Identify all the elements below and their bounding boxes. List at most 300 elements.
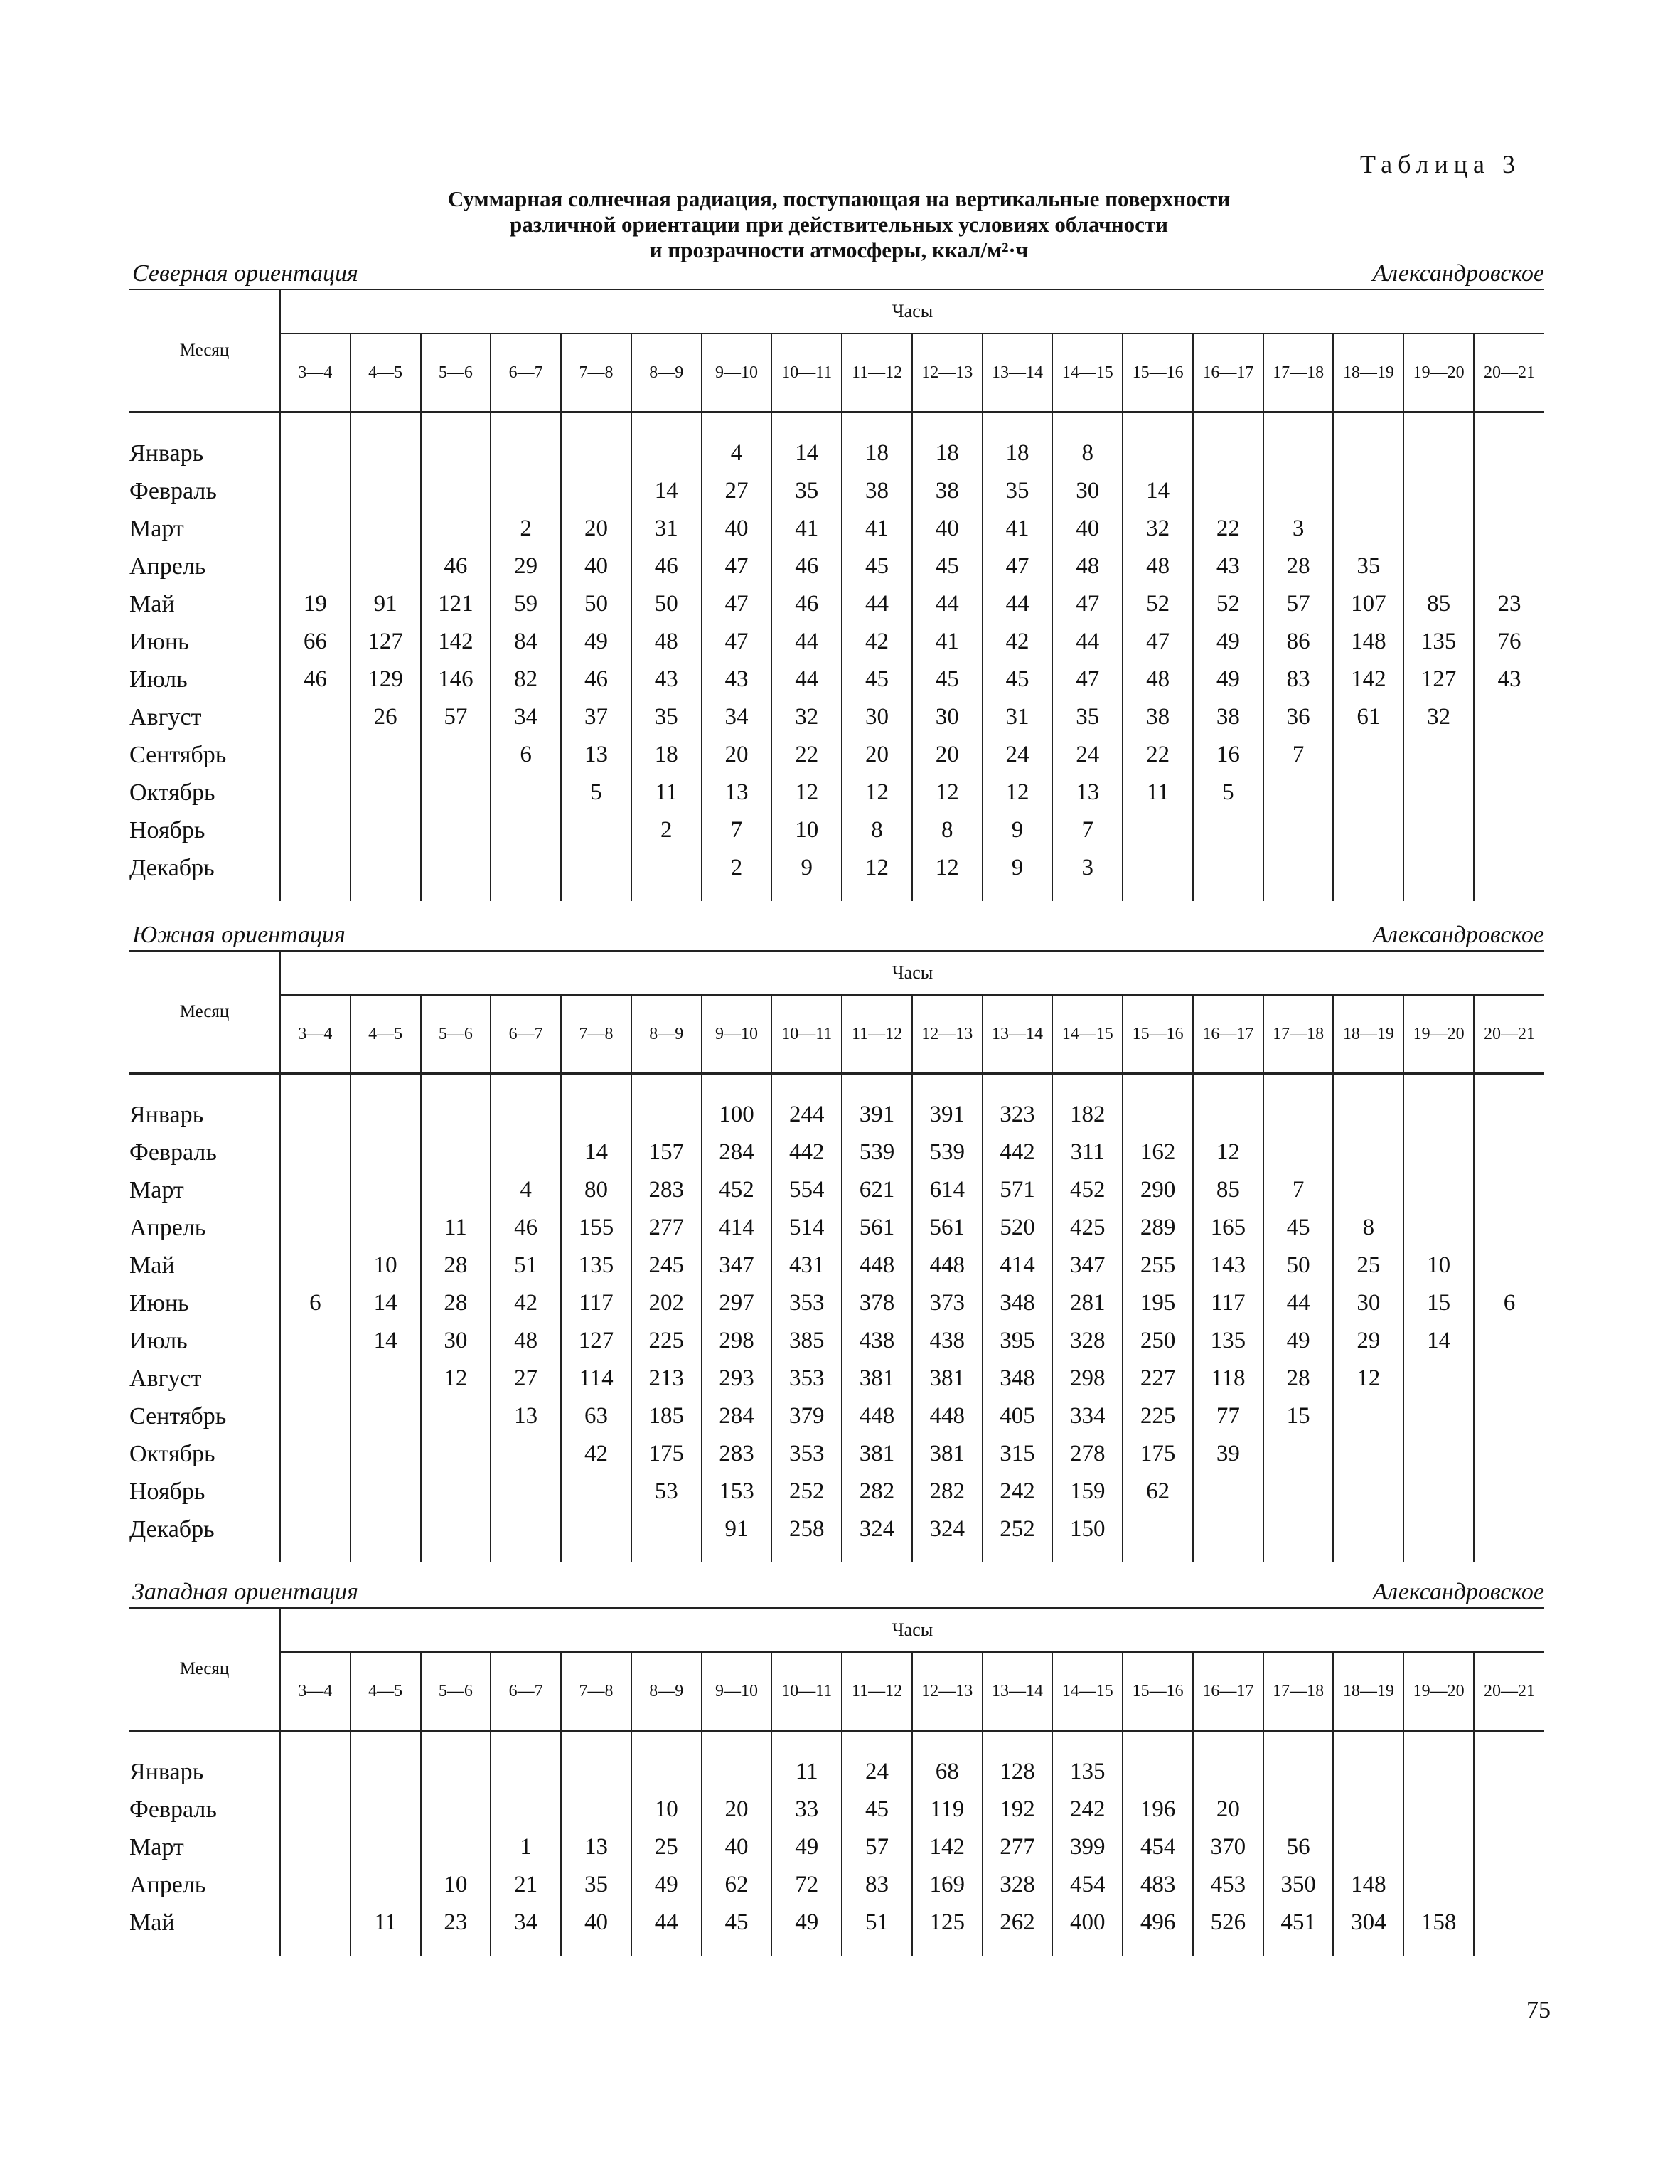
value-cell: 66 xyxy=(280,623,351,661)
value-cell: 32 xyxy=(771,698,842,736)
value-cell xyxy=(1333,1731,1403,1791)
value-cell: 6 xyxy=(280,1284,351,1322)
value-cell: 15 xyxy=(1403,1284,1474,1322)
value-cell: 44 xyxy=(771,661,842,698)
value-cell: 48 xyxy=(1123,548,1193,585)
value-cell: 182 xyxy=(1052,1074,1123,1134)
value-cell xyxy=(631,412,702,473)
value-cell xyxy=(280,1511,351,1562)
value-cell: 2 xyxy=(491,510,561,548)
value-cell: 44 xyxy=(631,1904,702,1956)
value-cell: 76 xyxy=(1474,623,1544,661)
value-cell: 10 xyxy=(351,1247,421,1284)
value-cell: 148 xyxy=(1333,1866,1403,1904)
value-cell: 9 xyxy=(983,811,1053,849)
value-cell: 554 xyxy=(771,1171,842,1209)
table-row xyxy=(129,1435,1544,1473)
value-cell: 442 xyxy=(771,1134,842,1171)
value-cell: 23 xyxy=(1474,585,1544,623)
value-cell xyxy=(561,1511,631,1562)
value-cell xyxy=(491,811,561,849)
value-cell: 45 xyxy=(912,548,983,585)
hour-column-header: 3—4 xyxy=(280,995,351,1074)
hour-column-header: 11—12 xyxy=(842,995,912,1074)
value-cell: 42 xyxy=(842,623,912,661)
value-cell: 159 xyxy=(1052,1473,1123,1511)
value-cell xyxy=(491,1435,561,1473)
station-label: Александровское xyxy=(1372,1579,1544,1605)
value-cell: 30 xyxy=(912,698,983,736)
table-row xyxy=(129,1511,1544,1562)
title-line-2: различной ориентации при действительных условиях облачности xyxy=(510,212,1168,237)
value-cell: 3 xyxy=(1052,849,1123,901)
value-cell: 7 xyxy=(702,811,772,849)
value-cell: 51 xyxy=(842,1904,912,1956)
value-cell: 59 xyxy=(491,585,561,623)
month-cell: Январь xyxy=(129,440,204,467)
value-cell xyxy=(1474,1134,1544,1171)
hour-column-header: 20—21 xyxy=(1474,995,1544,1074)
value-cell: 13 xyxy=(1052,774,1123,811)
value-cell xyxy=(280,472,351,510)
value-cell: 12 xyxy=(912,774,983,811)
value-cell: 12 xyxy=(842,849,912,901)
value-cell: 278 xyxy=(1052,1435,1123,1473)
value-cell: 33 xyxy=(771,1791,842,1828)
value-cell xyxy=(280,849,351,901)
value-cell xyxy=(280,1134,351,1171)
hour-column-header: 3—4 xyxy=(280,334,351,412)
value-cell: 30 xyxy=(1052,472,1123,510)
value-cell xyxy=(280,412,351,473)
month-cell: Февраль xyxy=(129,1796,217,1823)
value-cell: 42 xyxy=(491,1284,561,1322)
value-cell: 158 xyxy=(1403,1904,1474,1956)
month-cell: Май xyxy=(129,1909,175,1936)
value-cell: 7 xyxy=(1263,736,1334,774)
value-cell: 48 xyxy=(491,1322,561,1360)
value-cell: 20 xyxy=(1193,1791,1263,1828)
value-cell: 348 xyxy=(983,1284,1053,1322)
hour-column-header: 10—11 xyxy=(771,334,842,412)
table-row xyxy=(129,1074,1544,1134)
value-cell: 381 xyxy=(912,1435,983,1473)
value-cell: 20 xyxy=(912,736,983,774)
value-cell xyxy=(351,1435,421,1473)
value-cell xyxy=(1403,1209,1474,1247)
value-cell xyxy=(1474,412,1544,473)
value-cell: 91 xyxy=(702,1511,772,1562)
value-cell xyxy=(280,1360,351,1397)
value-cell: 323 xyxy=(983,1074,1053,1134)
value-cell: 262 xyxy=(983,1904,1053,1956)
page-number: 75 xyxy=(1526,1997,1551,2023)
table-row xyxy=(129,585,1544,623)
value-cell xyxy=(1403,1134,1474,1171)
value-cell xyxy=(1403,1171,1474,1209)
value-cell xyxy=(1403,1828,1474,1866)
value-cell xyxy=(631,1511,702,1562)
value-cell xyxy=(1403,811,1474,849)
hour-column-header: 19—20 xyxy=(1403,995,1474,1074)
value-cell: 61 xyxy=(1333,698,1403,736)
hour-column-header: 4—5 xyxy=(351,995,421,1074)
value-cell: 44 xyxy=(771,623,842,661)
value-cell xyxy=(1333,736,1403,774)
value-cell xyxy=(421,1134,491,1171)
value-cell xyxy=(1123,1731,1193,1791)
value-cell: 84 xyxy=(491,623,561,661)
value-cell xyxy=(1193,1473,1263,1511)
value-cell: 36 xyxy=(1263,698,1334,736)
hour-column-header: 6—7 xyxy=(491,1652,561,1731)
value-cell xyxy=(491,1134,561,1171)
value-cell: 51 xyxy=(491,1247,561,1284)
value-cell: 282 xyxy=(912,1473,983,1511)
value-cell: 34 xyxy=(702,698,772,736)
hour-column-header: 6—7 xyxy=(491,334,561,412)
value-cell xyxy=(1263,1134,1334,1171)
value-cell: 121 xyxy=(421,585,491,623)
value-cell: 85 xyxy=(1403,585,1474,623)
value-cell: 40 xyxy=(702,1828,772,1866)
value-cell xyxy=(421,811,491,849)
table-row xyxy=(129,1134,1544,1171)
value-cell: 30 xyxy=(842,698,912,736)
value-cell xyxy=(280,1247,351,1284)
hour-column-header: 19—20 xyxy=(1403,1652,1474,1731)
value-cell: 37 xyxy=(561,698,631,736)
hour-column-header: 12—13 xyxy=(912,995,983,1074)
value-cell: 29 xyxy=(1333,1322,1403,1360)
value-cell xyxy=(491,1791,561,1828)
hour-column-header: 4—5 xyxy=(351,334,421,412)
value-cell: 7 xyxy=(1263,1171,1334,1209)
value-cell: 49 xyxy=(631,1866,702,1904)
value-cell: 45 xyxy=(842,661,912,698)
value-cell: 1 xyxy=(491,1828,561,1866)
value-cell: 44 xyxy=(983,585,1053,623)
value-cell: 35 xyxy=(631,698,702,736)
value-cell: 373 xyxy=(912,1284,983,1322)
value-cell xyxy=(280,1866,351,1904)
value-cell: 561 xyxy=(912,1209,983,1247)
value-cell: 56 xyxy=(1263,1828,1334,1866)
value-cell xyxy=(1263,774,1334,811)
value-cell: 35 xyxy=(1333,548,1403,585)
value-cell xyxy=(561,472,631,510)
value-cell xyxy=(1474,1435,1544,1473)
month-cell: Февраль xyxy=(129,477,217,504)
value-cell: 379 xyxy=(771,1397,842,1435)
value-cell: 175 xyxy=(1123,1435,1193,1473)
value-cell: 452 xyxy=(1052,1171,1123,1209)
value-cell xyxy=(1263,472,1334,510)
hours-group-header: Часы xyxy=(280,952,1544,995)
value-cell xyxy=(1333,1828,1403,1866)
hour-column-header: 18—19 xyxy=(1333,1652,1403,1731)
month-cell: Апрель xyxy=(129,1871,206,1898)
value-cell: 250 xyxy=(1123,1322,1193,1360)
value-cell: 395 xyxy=(983,1322,1053,1360)
hour-column-header: 13—14 xyxy=(983,995,1053,1074)
value-cell: 442 xyxy=(983,1134,1053,1171)
value-cell xyxy=(1474,510,1544,548)
value-cell: 80 xyxy=(561,1171,631,1209)
value-cell: 169 xyxy=(912,1866,983,1904)
value-cell: 13 xyxy=(561,736,631,774)
value-cell xyxy=(1474,1904,1544,1956)
value-cell: 86 xyxy=(1263,623,1334,661)
hour-column-header: 12—13 xyxy=(912,334,983,412)
month-cell: Октябрь xyxy=(129,1440,215,1467)
value-cell: 125 xyxy=(912,1904,983,1956)
value-cell xyxy=(421,849,491,901)
hour-column-header: 16—17 xyxy=(1193,995,1263,1074)
value-cell: 277 xyxy=(983,1828,1053,1866)
value-cell: 414 xyxy=(702,1209,772,1247)
value-cell: 38 xyxy=(842,472,912,510)
value-cell xyxy=(1474,1866,1544,1904)
value-cell xyxy=(280,1074,351,1134)
value-cell xyxy=(1474,1791,1544,1828)
value-cell: 82 xyxy=(491,661,561,698)
value-cell xyxy=(1333,849,1403,901)
section-south xyxy=(129,920,1544,1562)
value-cell: 83 xyxy=(1263,661,1334,698)
value-cell xyxy=(351,412,421,473)
month-cell: Октябрь xyxy=(129,779,215,806)
value-cell xyxy=(561,412,631,473)
value-cell: 23 xyxy=(421,1904,491,1956)
value-cell: 196 xyxy=(1123,1791,1193,1828)
hour-column-header: 20—21 xyxy=(1474,334,1544,412)
value-cell xyxy=(491,1731,561,1791)
value-cell: 38 xyxy=(1193,698,1263,736)
value-cell xyxy=(351,1171,421,1209)
value-cell: 18 xyxy=(842,412,912,473)
value-cell xyxy=(1333,472,1403,510)
value-cell xyxy=(1403,548,1474,585)
table-row xyxy=(129,811,1544,849)
value-cell: 448 xyxy=(842,1247,912,1284)
month-cell: Сентябрь xyxy=(129,1402,227,1429)
hour-column-header: 8—9 xyxy=(631,995,702,1074)
value-cell: 9 xyxy=(983,849,1053,901)
value-cell xyxy=(1333,1511,1403,1562)
value-cell: 353 xyxy=(771,1435,842,1473)
value-cell: 514 xyxy=(771,1209,842,1247)
value-cell: 46 xyxy=(771,548,842,585)
value-cell: 49 xyxy=(771,1904,842,1956)
value-cell: 35 xyxy=(1052,698,1123,736)
value-cell xyxy=(351,811,421,849)
value-cell: 77 xyxy=(1193,1397,1263,1435)
value-cell: 28 xyxy=(421,1247,491,1284)
value-cell: 293 xyxy=(702,1360,772,1397)
value-cell xyxy=(1193,1731,1263,1791)
value-cell xyxy=(280,736,351,774)
value-cell: 44 xyxy=(912,585,983,623)
value-cell: 324 xyxy=(912,1511,983,1562)
value-cell xyxy=(1403,412,1474,473)
value-cell: 195 xyxy=(1123,1284,1193,1322)
value-cell: 15 xyxy=(1263,1397,1334,1435)
value-cell: 44 xyxy=(1052,623,1123,661)
value-cell: 72 xyxy=(771,1866,842,1904)
value-cell xyxy=(1474,774,1544,811)
month-cell: Июль xyxy=(129,1327,188,1354)
value-cell xyxy=(1263,1791,1334,1828)
value-cell: 282 xyxy=(842,1473,912,1511)
value-cell xyxy=(351,1074,421,1134)
value-cell: 448 xyxy=(912,1397,983,1435)
value-cell: 14 xyxy=(351,1322,421,1360)
hour-column-header: 8—9 xyxy=(631,334,702,412)
value-cell: 252 xyxy=(771,1473,842,1511)
value-cell: 85 xyxy=(1193,1171,1263,1209)
value-cell: 304 xyxy=(1333,1904,1403,1956)
value-cell: 46 xyxy=(561,661,631,698)
value-cell: 483 xyxy=(1123,1866,1193,1904)
month-cell: Декабрь xyxy=(129,1516,215,1543)
value-cell xyxy=(1123,849,1193,901)
value-cell xyxy=(702,1731,772,1791)
value-cell: 12 xyxy=(1193,1134,1263,1171)
value-cell: 621 xyxy=(842,1171,912,1209)
radiation-table xyxy=(129,952,1544,1562)
value-cell: 42 xyxy=(561,1435,631,1473)
value-cell: 255 xyxy=(1123,1247,1193,1284)
value-cell: 157 xyxy=(631,1134,702,1171)
month-cell: Май xyxy=(129,1252,175,1279)
value-cell: 283 xyxy=(631,1171,702,1209)
value-cell: 16 xyxy=(1193,736,1263,774)
hour-column-header: 14—15 xyxy=(1052,334,1123,412)
value-cell: 414 xyxy=(983,1247,1053,1284)
value-cell: 391 xyxy=(842,1074,912,1134)
value-cell: 347 xyxy=(702,1247,772,1284)
value-cell xyxy=(351,774,421,811)
value-cell xyxy=(351,849,421,901)
value-cell: 12 xyxy=(983,774,1053,811)
orientation-label: Южная ориентация xyxy=(132,922,346,948)
value-cell: 53 xyxy=(631,1473,702,1511)
value-cell xyxy=(1403,1435,1474,1473)
value-cell xyxy=(1333,412,1403,473)
month-cell: Ноябрь xyxy=(129,816,205,843)
table-row xyxy=(129,1171,1544,1209)
value-cell xyxy=(1123,412,1193,473)
table-row xyxy=(129,1397,1544,1435)
value-cell: 385 xyxy=(771,1322,842,1360)
value-cell: 153 xyxy=(702,1473,772,1511)
value-cell: 146 xyxy=(421,661,491,698)
value-cell xyxy=(351,1866,421,1904)
value-cell: 28 xyxy=(421,1284,491,1322)
table-row xyxy=(129,1866,1544,1904)
hour-column-header: 8—9 xyxy=(631,1652,702,1731)
value-cell: 35 xyxy=(561,1866,631,1904)
value-cell: 63 xyxy=(561,1397,631,1435)
table-label: Таблица 3 xyxy=(1360,150,1521,179)
value-cell: 24 xyxy=(842,1731,912,1791)
month-cell: Февраль xyxy=(129,1139,217,1166)
value-cell: 14 xyxy=(631,472,702,510)
value-cell: 14 xyxy=(1403,1322,1474,1360)
value-cell xyxy=(1474,1511,1544,1562)
value-cell: 225 xyxy=(1123,1397,1193,1435)
table-row xyxy=(129,849,1544,901)
hour-column-header: 16—17 xyxy=(1193,334,1263,412)
value-cell xyxy=(561,1791,631,1828)
month-cell: Март xyxy=(129,1176,184,1203)
value-cell: 34 xyxy=(491,698,561,736)
table-row xyxy=(129,661,1544,698)
value-cell: 142 xyxy=(1333,661,1403,698)
value-cell: 370 xyxy=(1193,1828,1263,1866)
value-cell: 290 xyxy=(1123,1171,1193,1209)
value-cell xyxy=(421,1397,491,1435)
value-cell: 213 xyxy=(631,1360,702,1397)
value-cell: 400 xyxy=(1052,1904,1123,1956)
value-cell: 41 xyxy=(912,623,983,661)
value-cell xyxy=(1333,1397,1403,1435)
value-cell: 30 xyxy=(1333,1284,1403,1322)
value-cell xyxy=(1403,510,1474,548)
value-cell xyxy=(421,1473,491,1511)
value-cell: 42 xyxy=(983,623,1053,661)
section-header xyxy=(129,920,1544,952)
hour-column-header: 10—11 xyxy=(771,1652,842,1731)
value-cell: 57 xyxy=(1263,585,1334,623)
value-cell: 29 xyxy=(491,548,561,585)
value-cell: 7 xyxy=(1052,811,1123,849)
value-cell: 46 xyxy=(280,661,351,698)
value-cell: 44 xyxy=(1263,1284,1334,1322)
value-cell: 107 xyxy=(1333,585,1403,623)
hour-column-header: 13—14 xyxy=(983,1652,1053,1731)
value-cell xyxy=(1474,1171,1544,1209)
value-cell: 43 xyxy=(1474,661,1544,698)
value-cell xyxy=(351,1731,421,1791)
value-cell: 25 xyxy=(1333,1247,1403,1284)
value-cell: 48 xyxy=(1123,661,1193,698)
value-cell xyxy=(491,1074,561,1134)
value-cell xyxy=(421,1171,491,1209)
value-cell: 245 xyxy=(631,1247,702,1284)
value-cell xyxy=(280,1791,351,1828)
value-cell: 311 xyxy=(1052,1134,1123,1171)
value-cell: 14 xyxy=(351,1284,421,1322)
value-cell: 49 xyxy=(1193,623,1263,661)
hour-column-header: 17—18 xyxy=(1263,334,1334,412)
value-cell: 41 xyxy=(842,510,912,548)
table-row xyxy=(129,1473,1544,1511)
value-cell xyxy=(1403,1511,1474,1562)
table-row xyxy=(129,510,1544,548)
hour-column-header: 7—8 xyxy=(561,995,631,1074)
value-cell: 281 xyxy=(1052,1284,1123,1322)
value-cell: 119 xyxy=(912,1791,983,1828)
hour-column-header: 9—10 xyxy=(702,995,772,1074)
value-cell: 20 xyxy=(702,736,772,774)
orientation-label: Западная ориентация xyxy=(132,1579,358,1605)
section-north xyxy=(129,259,1544,901)
value-cell: 45 xyxy=(842,1791,912,1828)
value-cell: 143 xyxy=(1193,1247,1263,1284)
value-cell: 49 xyxy=(561,623,631,661)
